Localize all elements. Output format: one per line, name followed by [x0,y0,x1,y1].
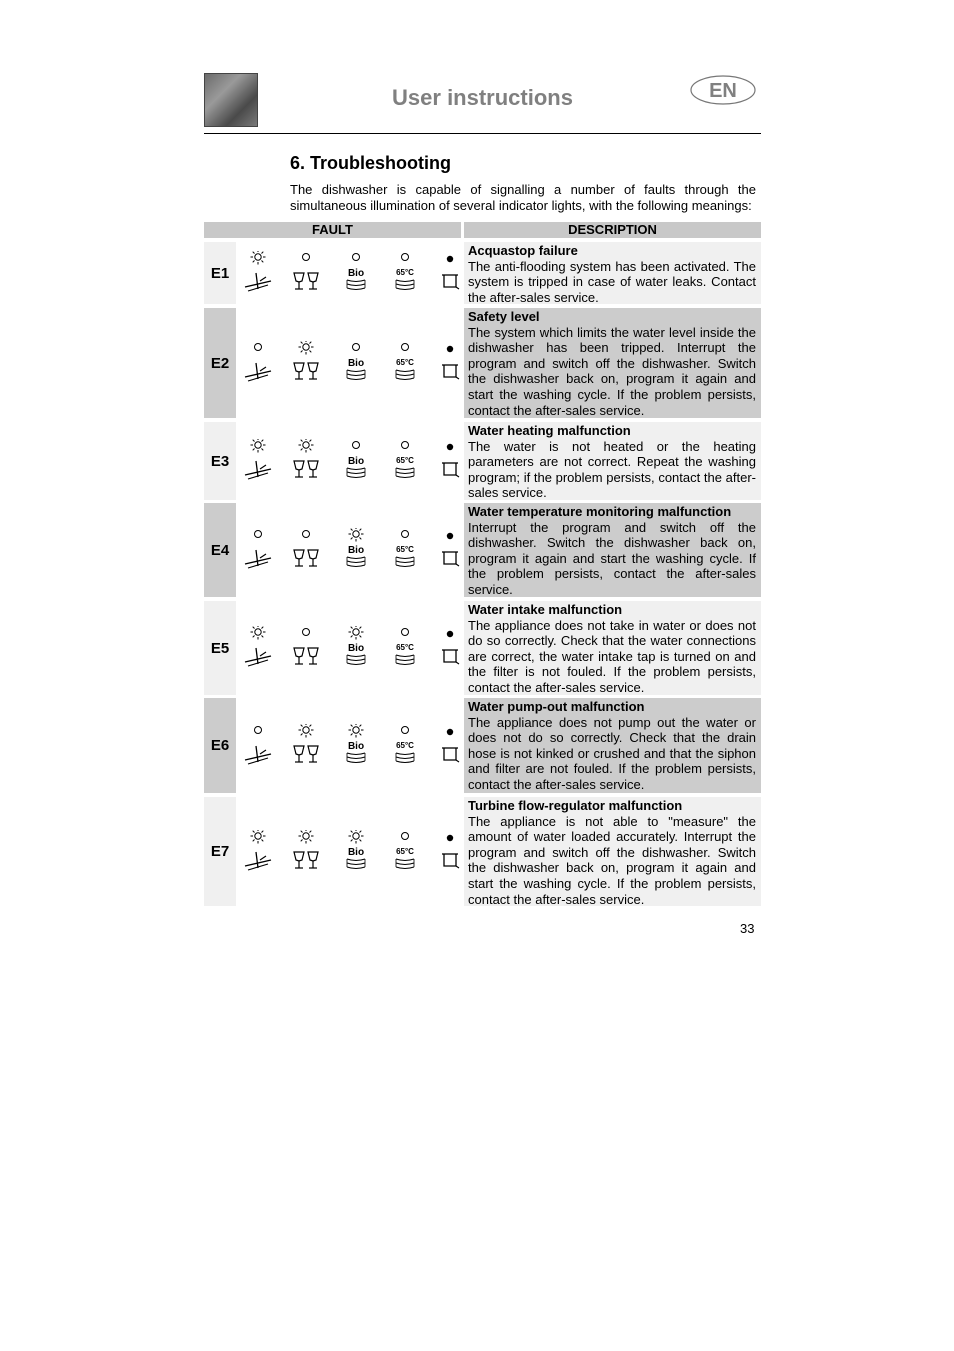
section-title: 6. Troubleshooting [290,153,451,173]
table-row [204,797,761,906]
power-indicator-icon [438,626,462,670]
svg-text:65°C: 65°C [396,268,414,277]
temperature-indicator-icon [385,528,425,572]
glasses-indicator-icon [286,626,326,670]
power-indicator-icon [438,439,462,483]
svg-text:Bio: Bio [347,358,365,369]
glasses-indicator-icon [286,251,326,295]
fault-description [464,422,761,500]
rinse-indicator-icon [238,439,278,483]
rinse-indicator-icon [238,341,278,385]
glasses-indicator-icon [286,830,326,874]
power-indicator-icon [438,528,462,572]
fault-title: Water intake malfunction [468,602,623,617]
indicator-lights [236,503,462,597]
glasses-indicator-icon [286,341,326,385]
page-number: 33 [740,921,755,936]
table-row [204,601,761,695]
fault-text: The anti-flooding system has been activated. The system is tripped in case of water leaks. Contact the after-sales service. [468,258,756,305]
fault-title: Water heating malfunction [468,423,631,438]
page-header [204,73,761,134]
fault-code: E4 [204,503,236,597]
rinse-indicator-icon [238,830,278,874]
fault-code: E1 [204,242,236,304]
glasses-indicator-icon [286,724,326,768]
bio-indicator-icon [336,830,376,874]
fault-code: E6 [204,698,236,793]
svg-text:Bio: Bio [347,268,365,279]
table-row [204,242,761,304]
svg-text:Bio: Bio [347,643,365,654]
power-indicator-icon [438,724,462,768]
temperature-indicator-icon [385,251,425,295]
fault-title: Water temperature monitoring malfunction [468,504,732,519]
glasses-indicator-icon [286,528,326,572]
fault-code: E7 [204,797,236,906]
table-row [204,308,761,418]
table-row [204,503,761,597]
fault-text: The appliance does not pump out the water or does not do so correctly. Check that the drain hose is not kinked or crushed and that the siphon and filter are not fouled. If the problem persists, contact the after-sales service. [468,714,756,792]
svg-text:65°C: 65°C [396,741,414,750]
bio-indicator-icon [336,439,376,483]
temperature-indicator-icon [385,626,425,670]
svg-text:65°C: 65°C [396,847,414,856]
rinse-indicator-icon [238,251,278,295]
table-row [204,698,761,793]
fault-text: The appliance does not take in water or does not do so correctly. Check that the water connections are correct, the water intake tap is turned on and the filter is not fouled. If the problem persists, contact the after-sales service. [468,617,756,695]
description-column-header: DESCRIPTION [464,222,761,238]
svg-text:65°C: 65°C [396,545,414,554]
rinse-indicator-icon [238,626,278,670]
fault-title: Water pump-out malfunction [468,699,645,714]
bio-indicator-icon [336,626,376,670]
fault-title: Turbine flow-regulator malfunction [468,798,683,813]
fault-description [464,698,761,793]
header-title: User instructions [392,85,573,110]
fault-column-header: FAULT [204,222,461,238]
power-indicator-icon [438,830,462,874]
fault-description [464,242,761,304]
svg-text:Bio: Bio [347,545,365,556]
power-indicator-icon [438,251,462,295]
indicator-lights [236,242,462,304]
language-badge [690,75,756,105]
glasses-indicator-icon [286,439,326,483]
bio-indicator-icon [336,251,376,295]
svg-text:65°C: 65°C [396,358,414,367]
table-row [204,422,761,500]
fault-code: E3 [204,422,236,500]
fault-title: Acquastop failure [468,243,578,258]
fault-description [464,601,761,695]
temperature-indicator-icon [385,439,425,483]
power-indicator-icon [438,341,462,385]
rinse-indicator-icon [238,724,278,768]
temperature-indicator-icon [385,724,425,768]
bio-indicator-icon [336,528,376,572]
fault-title: Safety level [468,309,540,324]
svg-text:Bio: Bio [347,847,365,858]
indicator-lights [236,601,462,695]
fault-text: The system which limits the water level inside the dishwasher has been tripped. Interrupt the program and switch off the dishwasher. Switch the dishwasher back on, program it again and start the washing cycle. If the problem persists, contact the after-sales service. [468,324,756,418]
fault-code: E5 [204,601,236,695]
fault-description [464,503,761,597]
svg-text:65°C: 65°C [396,643,414,652]
fault-text: The water is not heated or the heating parameters are not correct. Repeat the washing program; if the problem persists, contact the after-sales service. [468,438,756,501]
indicator-lights [236,308,462,418]
indicator-lights [236,797,462,906]
bio-indicator-icon [336,341,376,385]
language-badge-icon [690,75,756,105]
indicator-lights [236,698,462,793]
svg-text:Bio: Bio [347,741,365,752]
temperature-indicator-icon [385,341,425,385]
temperature-indicator-icon [385,830,425,874]
fault-text: The appliance is not able to "measure" the amount of water loaded accurately. Interrupt the program and switch off the dishwasher. Switch the dishwasher back on, program it again and start the washing cycle. If the problem persists, contact the after-sales service. [468,813,756,907]
intro-paragraph: The dishwasher is capable of signalling a number of faults through the simultaneous illumination of several indicator lights, with the following meanings: [290,182,756,213]
svg-text:Bio: Bio [347,456,365,467]
fault-code: E2 [204,308,236,418]
svg-text:EN: EN [709,80,737,102]
fault-description [464,308,761,418]
rinse-indicator-icon [238,528,278,572]
indicator-lights [236,422,462,500]
bio-indicator-icon [336,724,376,768]
fault-text: Interrupt the program and switch off the dishwasher. Switch the dishwasher back on, program it again and start the washing cycle. If the problem persists, contact the after-sales service. [468,519,756,597]
fault-description [464,797,761,906]
svg-text:65°C: 65°C [396,456,414,465]
